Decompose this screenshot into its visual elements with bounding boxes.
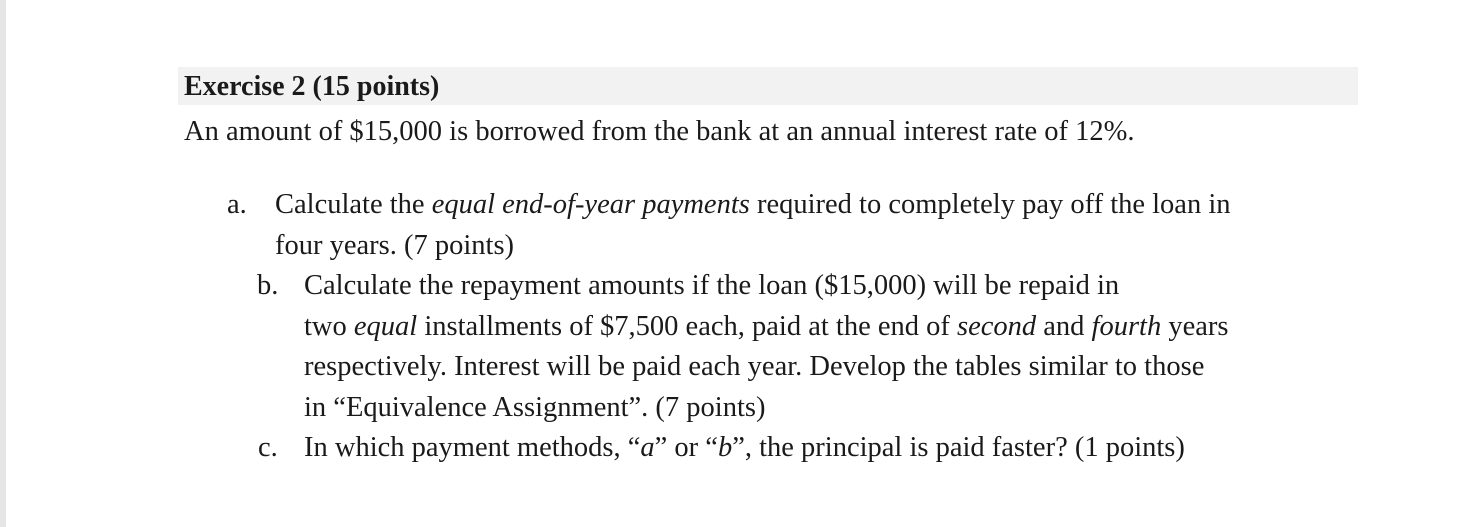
emphasis-text: second [956,310,1037,342]
emphasis-text: fourth [1091,310,1162,342]
question-a [227,185,1365,266]
exercise-heading: Exercise 2 (15 points) [184,71,440,102]
question-c-line-1 [304,428,1364,469]
question-b-line-2 [304,307,1364,348]
question-b [257,266,1364,428]
question-c [258,428,1364,469]
question-b-line-4: in “Equivalence Assignment”. (7 points) [304,391,766,423]
text-run: In which payment methods, “ [304,432,641,463]
emphasis-text: equal end-of-year payments [431,189,750,220]
exercise-intro: An amount of $15,000 is borrowed from the bank at an annual interest rate of 12%. [184,116,1135,147]
emphasis-text: b [717,432,733,463]
text-run: required to completely pay off the loan in [749,189,1231,220]
text-run: Calculate the [275,189,432,220]
text-run: years [1161,310,1229,342]
question-b-line-3: respectively. Interest will be paid each year. Develop the tables similar to those [304,351,1205,382]
question-a-marker: a. [227,189,247,220]
question-a-line-1 [275,185,1365,226]
emphasis-text: equal [353,310,418,342]
text-run: installments of $7,500 each, paid at the end of [417,310,957,342]
question-b-marker: b. [257,270,279,301]
question-c-marker: c. [258,432,278,463]
emphasis-text: a [640,432,655,463]
question-a-line-2: four years. (7 points) [275,229,515,261]
text-run: two [304,310,354,342]
question-b-line-1: Calculate the repayment amounts if the loan ($15,000) will be repaid in [304,270,1120,301]
text-run: and [1036,310,1092,342]
text-run: ”, the principal is paid faster? (1 points) [732,432,1185,463]
text-run: ” or “ [654,432,718,463]
page-left-edge [0,0,6,527]
